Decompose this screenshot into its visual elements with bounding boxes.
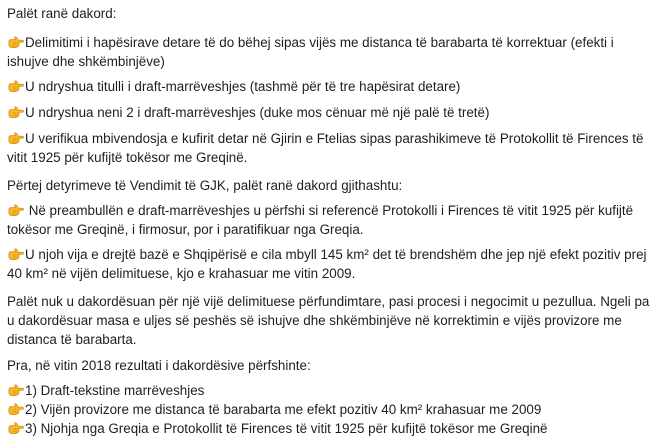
list-item xyxy=(7,129,657,167)
list-item-text: 2) Vijën provizore me distanca të barabarta me efekt pozitiv 40 km² krahasuar me 2009 xyxy=(25,402,542,417)
beyond-paragraph xyxy=(7,176,657,195)
list-item-text: Në preambullën e draft-marrëveshjes u përfshi si referencë Protokolli i Firences të vitit 1925 për kufijtë tokësor me Greqinë, i firmosur, por i paratifikuar nga Greqia. xyxy=(7,203,634,237)
results-list xyxy=(7,381,657,438)
results-intro-text: Pra, në vitin 2018 rezultati i dakordësive përfshinte: xyxy=(7,358,311,373)
intro-paragraph xyxy=(7,4,657,23)
backhand-index-pointing-right-icon xyxy=(7,34,24,49)
intro-text: Palët ranë dakord: xyxy=(7,6,117,21)
list-item-text: Delimitimi i hapësirave detare të do bëhej sipas vijës me distanca të barabarta të korrektuar (efekti i ishujve dhe shkëmbinjëve) xyxy=(7,35,614,69)
list-item xyxy=(7,419,657,438)
list-item xyxy=(7,103,657,122)
no-agreement-text: Palët nuk u dakordësuan për një vijë delimituese përfundimtare, pasi procesi i negocimit u pezullua. Ngeli pa u dakordësuar masa e uljes së peshës së ishujve dhe shkëmbinjëve në korrektimin e vijës provizore me distanca të barabarta. xyxy=(7,294,650,347)
list-item xyxy=(7,381,657,400)
backhand-index-pointing-right-icon xyxy=(7,202,24,217)
list-item-text: U verifikua mbivendosja e kufirit detar në Gjirin e Ftelias sipas parashikimeve të Protokollit të Firences të vitit 1925 për kufijtë tokësor me Greqinë. xyxy=(7,131,644,165)
list-item xyxy=(7,33,657,71)
list-item xyxy=(7,245,657,283)
backhand-index-pointing-right-icon xyxy=(7,78,24,93)
list-item-text: 1) Draft-tekstine marrëveshjes xyxy=(25,383,205,398)
backhand-index-pointing-right-icon xyxy=(7,382,24,397)
agreed-list xyxy=(7,33,657,167)
list-item-text: U njoh vija e drejtë bazë e Shqipërisë e cila mbyll 145 km² det të brendshëm dhe jep një efekt pozitiv prej 40 km² në vijën delimituese, kjo e krahasuar me vitin 2009. xyxy=(7,247,647,281)
list-item-text: U ndryshua neni 2 i draft-marrëveshjes (duke mos cënuar më një palë të tretë) xyxy=(25,105,490,120)
backhand-index-pointing-right-icon xyxy=(7,401,24,416)
backhand-index-pointing-right-icon xyxy=(7,246,24,261)
beyond-intro-text: Përtej detyrimeve të Vendimit të GJK, palët ranë dakord gjithashtu: xyxy=(7,178,403,193)
backhand-index-pointing-right-icon xyxy=(7,130,24,145)
backhand-index-pointing-right-icon xyxy=(7,420,24,435)
list-item xyxy=(7,400,657,419)
results-paragraph xyxy=(7,356,657,375)
backhand-index-pointing-right-icon xyxy=(7,104,24,119)
beyond-list xyxy=(7,201,657,283)
list-item xyxy=(7,77,657,96)
list-item-text: 3) Njohja nga Greqia e Protokollit të Firences të vitit 1925 për kufijtë tokësor me Greqinë xyxy=(25,421,548,436)
list-item-text: U ndryshua titulli i draft-marrëveshjes (tashmë për të tre hapësirat detare) xyxy=(25,79,461,94)
list-item xyxy=(7,201,657,239)
no-agreement-paragraph xyxy=(7,292,657,349)
